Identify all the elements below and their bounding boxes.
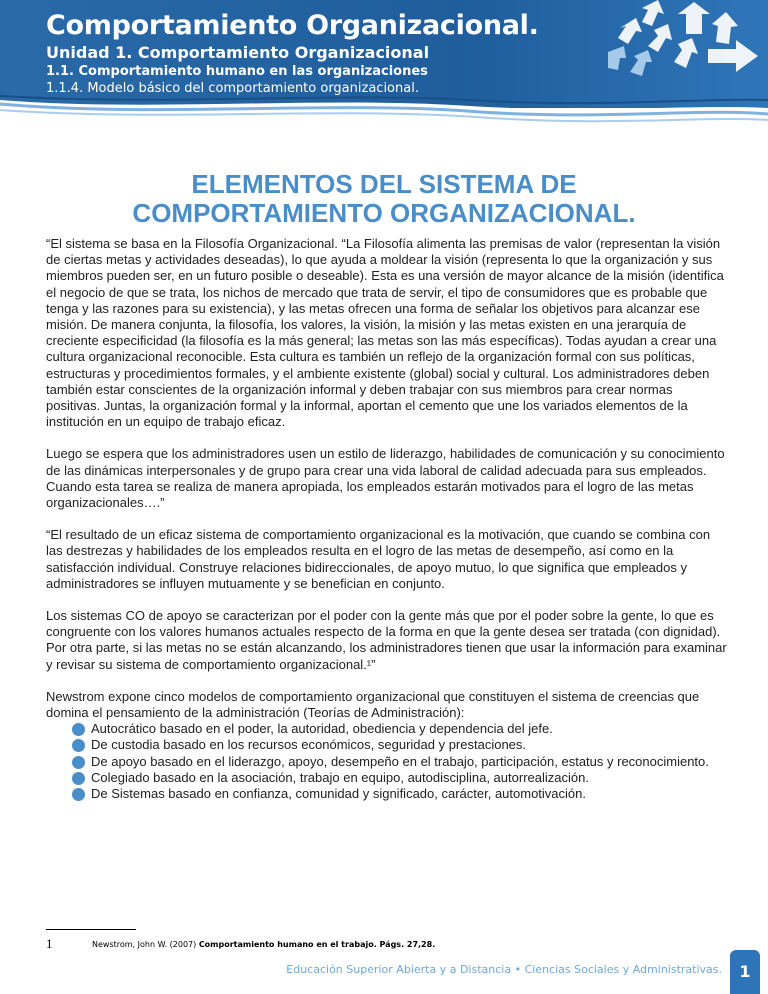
footnote-text bbox=[92, 940, 435, 949]
bullet-icon bbox=[72, 739, 85, 752]
footnote-work: Comportamiento humano en el trabajo. Págs. 27,28. bbox=[198, 940, 436, 949]
paragraph: Luego se espera que los administradores usen un estilo de liderazgo, habilidades de comunicación y su conocimiento de las dinámicas interpersonales y de grupo para crear una vida laboral de calidad adecuada para sus empleados. Cuando esta tarea se realiza de manera apropiada, los empleados estarán motivados para el logro de las metas organizacionales….” bbox=[46, 446, 725, 511]
list-item-text: Colegiado basado en la asociación, trabajo en equipo, autodisciplina, autorrealización. bbox=[91, 769, 589, 785]
list-item bbox=[72, 770, 728, 786]
page-number: 1 bbox=[730, 950, 760, 994]
title-line-1: ELEMENTOS DEL SISTEMA DE bbox=[191, 169, 577, 199]
header-subsection: 1.1.4. Modelo básico del comportamiento organizacional. bbox=[46, 81, 419, 96]
list-item bbox=[72, 721, 728, 737]
page-title bbox=[0, 170, 768, 228]
list-item bbox=[72, 786, 728, 802]
paragraph: Newstrom expone cinco modelos de comportamiento organizacional que constituyen el sistema de creencias que domina el pensamiento de la administración (Teorías de Administración): bbox=[46, 688, 700, 721]
body-text bbox=[46, 236, 728, 802]
footnote-number: 1 bbox=[46, 936, 53, 951]
paragraph: “El sistema se basa en la Filosofía Organizacional. “La Filosofía alimenta las premisas de valor (representan la visión de ciertas metas y actividades deseadas), lo que ayuda a moldear la visión (representa lo que la organización y sus miembros pueden ser, en un futuro posible o deseable). Esta es una versión de mayor alcance de la misión (identifica el negocio de que se trata, los nichos de mercado que trata de servir, el tipo de consumidores que es probable que tenga y las razones para su existencia), y las metas ofrecen una forma de señalar los objetivos para alcanzar ese misión. De manera conjunta, la filosofía, los valores, la visión, la misión y las metas existen en una jerarquía de creciente especificidad (la filosofía es la más general; las metas son las más específicas). Todas ayudan a crear una cultura organizacional reconocible. Esta cultura es también un reflejo de la organización formal con sus políticas, estructuras y procedimientos formales, y el ambiente existente (global) social y cultural. Los administradores deben también estar conscientes de la organización informal y deben trabajar con sus miembros para crear normas positivas. Juntas, la organización formal y la informal, aportan el cemento que une los variados elementos de la institución en un equipo de trabajo eficaz. bbox=[46, 236, 724, 430]
list-item-text: De apoyo basado en el liderazgo, apoyo, desempeño en el trabajo, participación, estatus y reconocimiento. bbox=[91, 753, 709, 769]
header-title: Comportamiento Organizacional. bbox=[46, 10, 539, 41]
header-unit: Unidad 1. Comportamiento Organizacional bbox=[46, 43, 430, 62]
paragraph: “El resultado de un eficaz sistema de comportamiento organizacional es la motivación, que cuando se combina con las destrezas y habilidades de los empleados resulta en el logro de las metas de desempeño, así como en la satisfacción individual. Construye relaciones bidireccionales, de apoyo mutuo, lo que significa que empleados y administradores se influyen mutuamente y se benefician en conjunto. bbox=[46, 527, 711, 591]
list-item bbox=[72, 754, 728, 770]
list-item-text: Autocrático basado en el poder, la autoridad, obediencia y dependencia del jefe. bbox=[91, 721, 553, 737]
list-item-text: De Sistemas basado en confianza, comunidad y significado, carácter, automotivación. bbox=[91, 786, 586, 802]
paragraph: Los sistemas CO de apoyo se caracterizan por el poder con la gente más que por el poder sobre la gente, lo que es congruente con los valores humanos actuales respecto de la forma en que la gente desea ser tratada (con dignidad). Por otra parte, si las metas no se están alcanzando, los administradores tienen que usar la información para examinar y revisar su sistema de comportamiento organizacional.¹” bbox=[46, 608, 727, 672]
bullet-icon bbox=[72, 788, 85, 801]
header-section: 1.1. Comportamiento humano en las organizaciones bbox=[46, 64, 428, 79]
list-item-text: De custodia basado en los recursos económicos, seguridad y prestaciones. bbox=[91, 737, 527, 753]
page-header bbox=[0, 0, 768, 128]
bullet-icon bbox=[72, 723, 85, 736]
models-list bbox=[46, 721, 728, 802]
footer-text: Educación Superior Abierta y a Distancia • Ciencias Sociales y Administrativas. bbox=[286, 963, 722, 976]
list-item bbox=[72, 737, 728, 753]
bullet-icon bbox=[72, 756, 85, 769]
footnote-divider bbox=[46, 929, 136, 930]
arrows-graphic-icon bbox=[608, 0, 768, 100]
title-line-2: COMPORTAMIENTO ORGANIZACIONAL. bbox=[132, 198, 636, 228]
footnote-author: Newstrom, John W. (2007) bbox=[92, 940, 197, 949]
bullet-icon bbox=[72, 772, 85, 785]
